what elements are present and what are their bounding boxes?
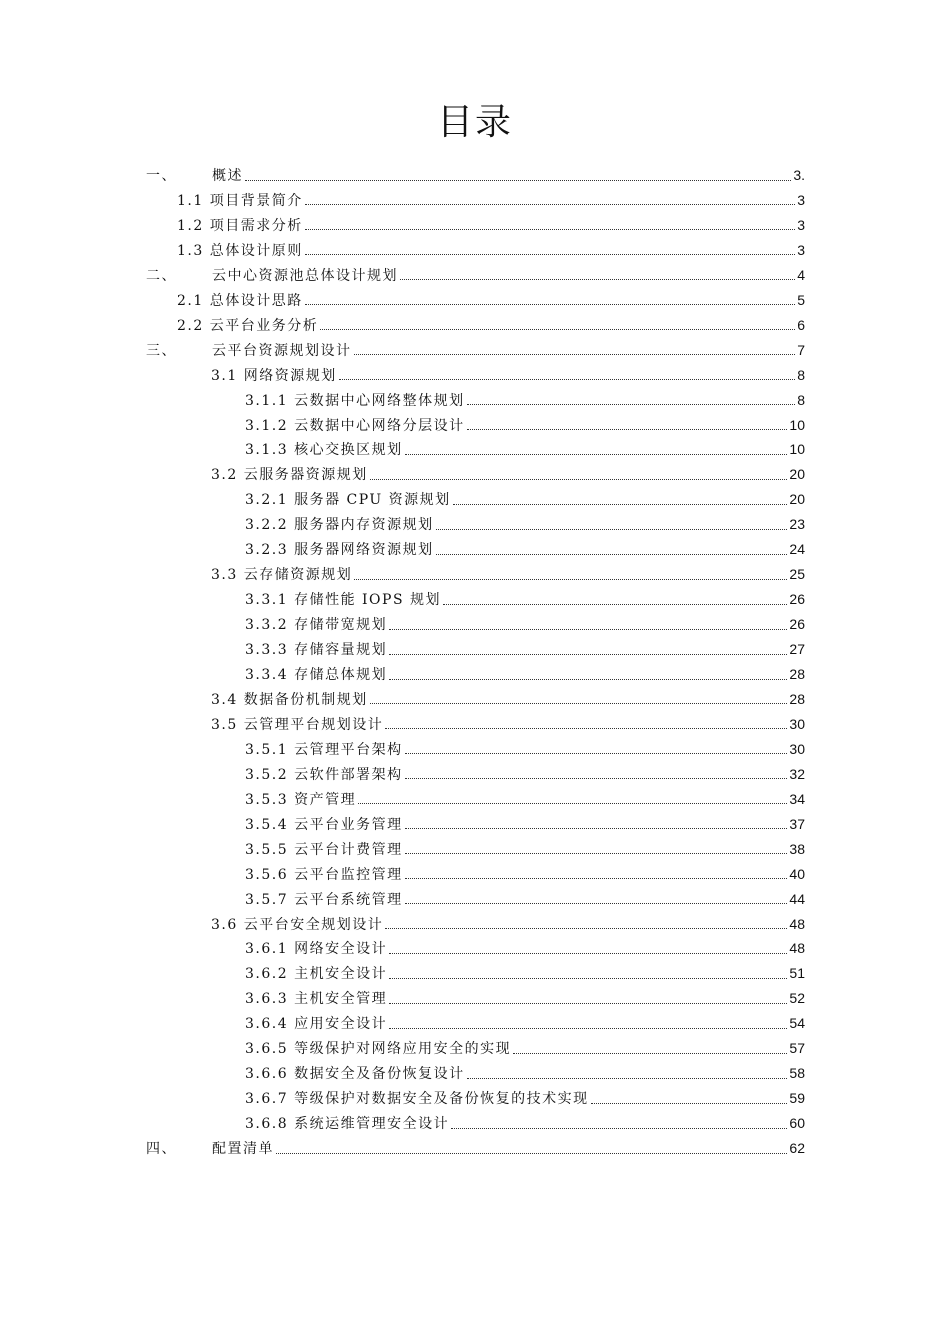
toc-entry-page: 62: [789, 1140, 805, 1157]
toc-entry-page: 26: [789, 616, 805, 633]
toc-entry-label: 3.5.5 云平台计费管理: [245, 841, 403, 858]
toc-dot-leader: [436, 529, 788, 530]
toc-entry-number: 一、: [146, 168, 177, 184]
toc-entry-page: 48: [789, 915, 805, 932]
toc-entry-page: 8: [797, 391, 805, 408]
toc-entry-label: 3.4 数据备份机制规划: [211, 691, 368, 708]
toc-entry[interactable]: [245, 1086, 805, 1110]
toc-entry[interactable]: [245, 637, 805, 661]
toc-entry-page: 3: [797, 241, 805, 258]
toc-dot-leader: [389, 1003, 787, 1004]
toc-dot-leader: [513, 1053, 787, 1054]
toc-entry[interactable]: [177, 313, 805, 337]
toc-entry-page: 20: [789, 491, 805, 508]
toc-entry-page: 59: [789, 1090, 805, 1107]
toc-entry[interactable]: [245, 487, 805, 511]
toc-entry[interactable]: [245, 812, 805, 836]
toc-entry-page: 30: [789, 715, 805, 732]
toc-entry-page: 38: [789, 840, 805, 857]
toc-dot-leader: [305, 304, 795, 305]
toc-entry[interactable]: [177, 188, 805, 212]
toc-entry-page: 23: [789, 516, 805, 533]
toc-dot-leader: [389, 679, 787, 680]
toc-entry[interactable]: [245, 612, 805, 636]
toc-entry-label: 配置清单: [212, 1141, 274, 1158]
toc-entry-label: 3.3.1 存储性能 IOPS 规划: [245, 592, 441, 609]
toc-entry-label: 1.3 总体设计原则: [177, 242, 303, 259]
toc-entry-label: 3.3 云存储资源规划: [211, 567, 353, 584]
toc-entry-label: 3.2.3 服务器网络资源规划: [245, 542, 434, 559]
toc-dot-leader: [405, 753, 788, 754]
toc-dot-leader: [354, 579, 787, 580]
toc-entry-label: 1.1 项目背景简介: [177, 192, 303, 209]
toc-entry-label: 3.6.3 主机安全管理: [245, 991, 388, 1008]
toc-entry-page: 5: [797, 291, 805, 308]
toc-entry-page: 10: [789, 441, 805, 458]
toc-entry-page: 58: [789, 1065, 805, 1082]
toc-entry-label: 3.1 网络资源规划: [211, 367, 337, 384]
toc-dot-leader: [405, 878, 788, 879]
toc-entry[interactable]: [177, 213, 805, 237]
toc-entry-label: 概述: [212, 168, 243, 184]
toc-entry[interactable]: [177, 288, 805, 312]
toc-entry-page: 32: [789, 765, 805, 782]
toc-entry-label: 3.5.3 资产管理: [245, 791, 357, 808]
toc-entry[interactable]: [245, 787, 805, 811]
toc-dot-leader: [591, 1103, 788, 1104]
toc-dot-leader: [385, 928, 787, 929]
toc-dot-leader: [405, 778, 788, 779]
toc-entry-page: 26: [789, 591, 805, 608]
toc-entry-label: 3.5 云管理平台规划设计: [211, 716, 384, 733]
toc-entry[interactable]: [245, 961, 805, 985]
toc-entry-page: 54: [789, 1015, 805, 1032]
toc-dot-leader: [405, 454, 788, 455]
title-text: 目录: [436, 102, 513, 143]
toc-entry-label: 3.1.3 核心交换区规划: [245, 442, 403, 459]
toc-entry-label: 3.1.1 云数据中心网络整体规划: [245, 392, 465, 409]
toc-dot-leader: [451, 1128, 787, 1129]
toc-entry[interactable]: [245, 1036, 805, 1060]
toc-entry-page: 8: [797, 366, 805, 383]
toc-entry-page: 7: [797, 341, 805, 358]
toc-entry-page: 40: [789, 865, 805, 882]
toc-entry-page: 6: [797, 316, 805, 333]
toc-entry[interactable]: [245, 1011, 805, 1035]
toc-entry-label: 3.5.4 云平台业务管理: [245, 816, 403, 833]
toc-entry[interactable]: [211, 363, 805, 387]
toc-entry-label: 3.1.2 云数据中心网络分层设计: [245, 417, 465, 434]
toc-entry-page: 3: [797, 216, 805, 233]
toc-entry[interactable]: [245, 413, 805, 437]
toc-entry[interactable]: [146, 1136, 805, 1160]
toc-entry[interactable]: [245, 762, 805, 786]
toc-entry-label: 3.3.2 存储带宽规划: [245, 617, 388, 634]
toc-entry-label: 2.2 云平台业务分析: [177, 317, 319, 334]
toc-dot-leader: [405, 828, 788, 829]
toc-dot-leader: [370, 703, 788, 704]
toc-entry-page: 4: [797, 266, 805, 283]
toc-entry-page: 28: [789, 666, 805, 682]
toc-entry-label: 3.6.5 等级保护对网络应用安全的实现: [245, 1041, 512, 1058]
toc-entry-label: 3.5.6 云平台监控管理: [245, 866, 403, 883]
toc-entry[interactable]: [245, 512, 805, 536]
toc-dot-leader: [389, 629, 787, 630]
toc-entry[interactable]: [245, 1061, 805, 1085]
toc-entry[interactable]: [245, 662, 805, 686]
toc-entry-label: 云中心资源池总体设计规划: [212, 267, 398, 284]
toc-dot-leader: [467, 1078, 788, 1079]
toc-entry-label: 3.6.4 应用安全设计: [245, 1016, 388, 1033]
toc-entry-label: 1.2 项目需求分析: [177, 217, 303, 234]
toc-entry[interactable]: [245, 862, 805, 886]
toc-dot-leader: [405, 853, 788, 854]
toc-entry-page: 27: [789, 641, 805, 658]
toc-entry-label: 2.1 总体设计思路: [177, 292, 303, 309]
toc-entry[interactable]: [211, 562, 805, 586]
toc-entry-page: 30: [789, 740, 805, 757]
toc-entry-page: 37: [789, 815, 805, 832]
toc-entry[interactable]: [245, 837, 805, 861]
toc-entry-page: 3.: [793, 167, 805, 183]
toc-entry-page: 3: [797, 191, 805, 208]
toc-dot-leader: [453, 504, 788, 505]
toc-entry-number: 三、: [146, 342, 177, 359]
toc-entry[interactable]: [146, 163, 805, 187]
toc-dot-leader: [385, 728, 787, 729]
toc-dot-leader: [305, 204, 795, 205]
toc-dot-leader: [389, 1028, 787, 1029]
toc-entry[interactable]: [245, 936, 805, 960]
toc-dot-leader: [389, 654, 787, 655]
toc-dot-leader: [400, 279, 795, 280]
toc-entry[interactable]: [211, 462, 805, 486]
toc-entry-page: 57: [789, 1040, 805, 1057]
toc-entry[interactable]: [245, 887, 805, 911]
toc-entry[interactable]: [146, 338, 805, 362]
toc-dot-leader: [339, 379, 795, 380]
toc-entry-label: 3.5.2 云软件部署架构: [245, 766, 403, 783]
toc-entry-label: 3.6.1 网络安全设计: [245, 941, 388, 958]
toc-entry-page: 24: [789, 541, 805, 558]
toc-entry-label: 3.6.8 系统运维管理安全设计: [245, 1116, 450, 1133]
toc-dot-leader: [436, 554, 788, 555]
toc-entry-label: 3.5.7 云平台系统管理: [245, 891, 403, 908]
toc-entry-page: 28: [789, 690, 805, 707]
toc-entry-label: 3.6.7 等级保护对数据安全及备份恢复的技术实现: [245, 1091, 589, 1108]
toc-entry[interactable]: [211, 687, 805, 711]
toc-dot-leader: [370, 479, 788, 480]
toc-entry-label: 3.2.1 服务器 CPU 资源规划: [245, 492, 451, 509]
toc-entry[interactable]: [245, 587, 805, 611]
toc-dot-leader: [467, 429, 788, 430]
toc-entry-label: 3.6.2 主机安全设计: [245, 966, 388, 983]
toc-dot-leader: [305, 254, 795, 255]
toc-entry[interactable]: [211, 712, 805, 736]
toc-entry-page: 60: [789, 1115, 805, 1132]
toc-entry-label: 3.6 云平台安全规划设计: [211, 916, 384, 933]
toc-dot-leader: [405, 903, 788, 904]
toc-entry[interactable]: [245, 986, 805, 1010]
toc-entry[interactable]: [245, 437, 805, 461]
toc-entry-label: 3.2.2 服务器内存资源规划: [245, 517, 434, 534]
toc-dot-leader: [443, 604, 787, 605]
toc-entry-number: 二、: [146, 267, 177, 284]
toc-dot-leader: [467, 404, 796, 405]
toc-entry[interactable]: [177, 238, 805, 262]
toc-entry-label: 3.3.4 存储总体规划: [245, 667, 388, 683]
toc-entry-label: 云平台资源规划设计: [212, 342, 352, 359]
toc-entry-label: 3.6.6 数据安全及备份恢复设计: [245, 1066, 465, 1083]
toc-dot-leader: [354, 354, 796, 355]
toc-entry-page: 10: [789, 416, 805, 433]
toc-entry-page: 52: [789, 990, 805, 1007]
toc-entry-page: 20: [789, 466, 805, 483]
toc-entry-label: 3.2 云服务器资源规划: [211, 467, 368, 484]
toc-dot-leader: [358, 803, 787, 804]
toc-entry[interactable]: [245, 388, 805, 412]
toc-entry[interactable]: [245, 537, 805, 561]
toc-dot-leader: [320, 329, 795, 330]
toc-entry-page: 34: [789, 790, 805, 807]
toc-dot-leader: [389, 953, 787, 954]
toc-entry-number: 四、: [146, 1141, 177, 1158]
toc-entry-label: 3.5.1 云管理平台架构: [245, 741, 403, 758]
toc-entry[interactable]: [245, 1111, 805, 1135]
toc-entry-page: 44: [789, 890, 805, 907]
toc-entry[interactable]: [211, 912, 805, 936]
toc-dot-leader: [389, 978, 787, 979]
toc-entry-page: 25: [789, 566, 805, 583]
toc-entry-page: 51: [789, 965, 805, 982]
toc-entry-label: 3.3.3 存储容量规划: [245, 642, 388, 659]
toc-entry-page: 48: [789, 940, 805, 957]
toc-dot-leader: [305, 229, 795, 230]
toc-entry[interactable]: [245, 737, 805, 761]
toc-entry[interactable]: [146, 263, 805, 287]
toc-dot-leader: [245, 180, 791, 181]
page-title: [0, 98, 950, 148]
toc-dot-leader: [276, 1153, 787, 1154]
